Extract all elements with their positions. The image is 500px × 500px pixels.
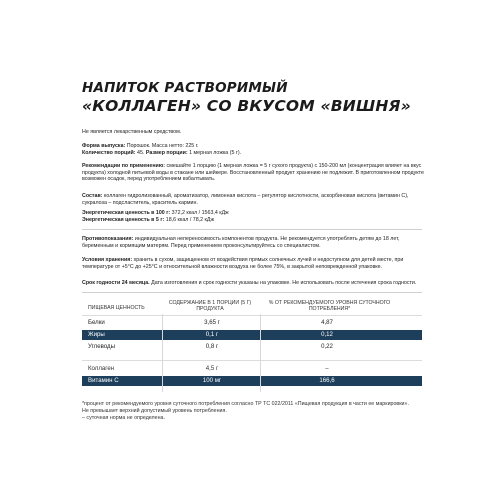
energy-5-text: 18,6 ккал / 78,2 кДж (165, 217, 214, 223)
portion-size-label: Размер порции: (145, 150, 188, 156)
title-line-2: «КОЛЛАГЕН» СО ВКУСОМ «ВИШНЯ» (82, 97, 411, 115)
shelf-life-label: Срок годности 24 месяца. (82, 280, 150, 286)
footnote-no-norm: – суточная норма не определена. (82, 415, 165, 421)
contraindications-block (82, 236, 426, 249)
contraindications-label: Противопоказания: (82, 236, 134, 242)
contraindications-text: индивидуальная непереносимость компонентов продукта. Не рекомендуется употреблять детям до 18 лет, беременным и кормящим матерям. Перед применением проконсультируйтесь со специалистом. (82, 236, 400, 249)
energy-100-label: Энергетическая ценность в 100 г: (82, 210, 171, 216)
shelf-life-line (82, 280, 426, 287)
row-value: 0,1 г (205, 331, 219, 338)
table-row-proteins (82, 318, 422, 328)
shelf-life-text: Дата изготовления и срок годности указаны на упаковке. Не использовать после истечения срока годности. (151, 280, 417, 286)
product-title (82, 80, 482, 116)
header-daily-percent: % ОТ РЕКОМЕНДУЕМОГО УРОВНЯ СУТОЧНОГО ПОТРЕБЛЕНИЯ* (268, 300, 391, 312)
row-name: Жиры (88, 331, 105, 338)
form-line (82, 143, 426, 150)
table-column-line-2 (260, 314, 261, 392)
divider-2 (82, 292, 422, 293)
energy-5-line (82, 217, 426, 224)
table-row-fats (82, 330, 422, 340)
portions-count: 45. (137, 150, 145, 156)
storage-label: Условия хранения: (82, 257, 133, 263)
row-value: 4,5 г (205, 365, 219, 372)
usage-label: Рекомендации по применению: (82, 163, 166, 169)
row-percent: 0,12 (321, 331, 333, 338)
row-percent: 4,87 (321, 319, 333, 326)
header-per-portion: СОДЕРЖАНИЕ В 1 ПОРЦИИ (5 Г) ПРОДУКТА (168, 300, 252, 312)
row-value: 3,65 г (204, 319, 220, 326)
storage-text: хранить в сухом, защищенном от воздействия прямых солнечных лучей и недоступном для детей месте, при температуре от +5°С до +25°С и относительной влажности воздуха не более 75%, в закрытой неповрежденной упаковке. (82, 257, 404, 270)
not-drug-notice: Не является лекарственным средством. (82, 129, 182, 135)
storage-block (82, 257, 426, 270)
composition-block (82, 193, 426, 206)
energy-100-line (82, 210, 426, 217)
header-nutrition-value: ПИЩЕВАЯ ЦЕННОСТЬ (88, 305, 145, 311)
row-percent: 0,22 (321, 343, 333, 350)
energy-5-label: Энергетическая ценность в 5 г: (82, 217, 165, 223)
row-name: Белки (88, 319, 105, 326)
row-name: Коллаген (88, 365, 115, 372)
portion-size-text: 1 мерная ложка (5 г). (189, 150, 242, 156)
form-label: Форма выпуска: (82, 143, 126, 149)
row-percent: – (325, 365, 329, 372)
table-column-line-1 (162, 314, 163, 392)
composition-label: Состав: (82, 193, 103, 199)
row-name: Витамин С (88, 377, 119, 384)
table-row-carbs (82, 342, 422, 352)
energy-100-text: 372,2 ккал / 1563,4 кДж (171, 210, 229, 216)
table-row-vitamin-c (82, 376, 422, 386)
row-value: 0,8 г (205, 343, 219, 350)
title-line-1: НАПИТОК РАСТВОРИМЫЙ (82, 80, 288, 96)
usage-block (82, 163, 426, 183)
divider-1 (82, 229, 422, 230)
row-value: 100 мг (202, 377, 222, 384)
row-percent: 166,6 (319, 377, 335, 384)
table-header-separator (82, 315, 422, 316)
usage-text: смешайте 1 порцию (1 мерная ложка = 5 г сухого продукта) с 150-200 мл (концентрация влияет на вкус продукта) холодной питьевой воды в стакане или шейкере. Восстановленный продукт хранению не подлежит. В приготовленном продукте возможен осадок, перед употреблением взбалтывать. (82, 163, 424, 183)
form-text: Порошок. Масса нетто: 225 г. (126, 143, 199, 149)
portions-line (82, 150, 426, 157)
portions-label: Количество порций: (82, 150, 136, 156)
row-name: Углеводы (88, 343, 115, 350)
table-group-separator (82, 360, 422, 361)
footnote-daily-percent: *процент от рекомендуемого уровня суточного потребления согласно ТР ТС 022/2011 «Пищевая продукция в части ее маркировки». Не превышает верхний допустимый уровень потребления. (82, 401, 409, 414)
table-row-collagen (82, 364, 422, 374)
composition-text: коллаген гидролизованный, ароматизатор, лимонная кислота – регулятор кислотности, аскорбиновая кислота (витамин С), сукралоза – подсластитель, краситель кармин. (82, 193, 409, 206)
